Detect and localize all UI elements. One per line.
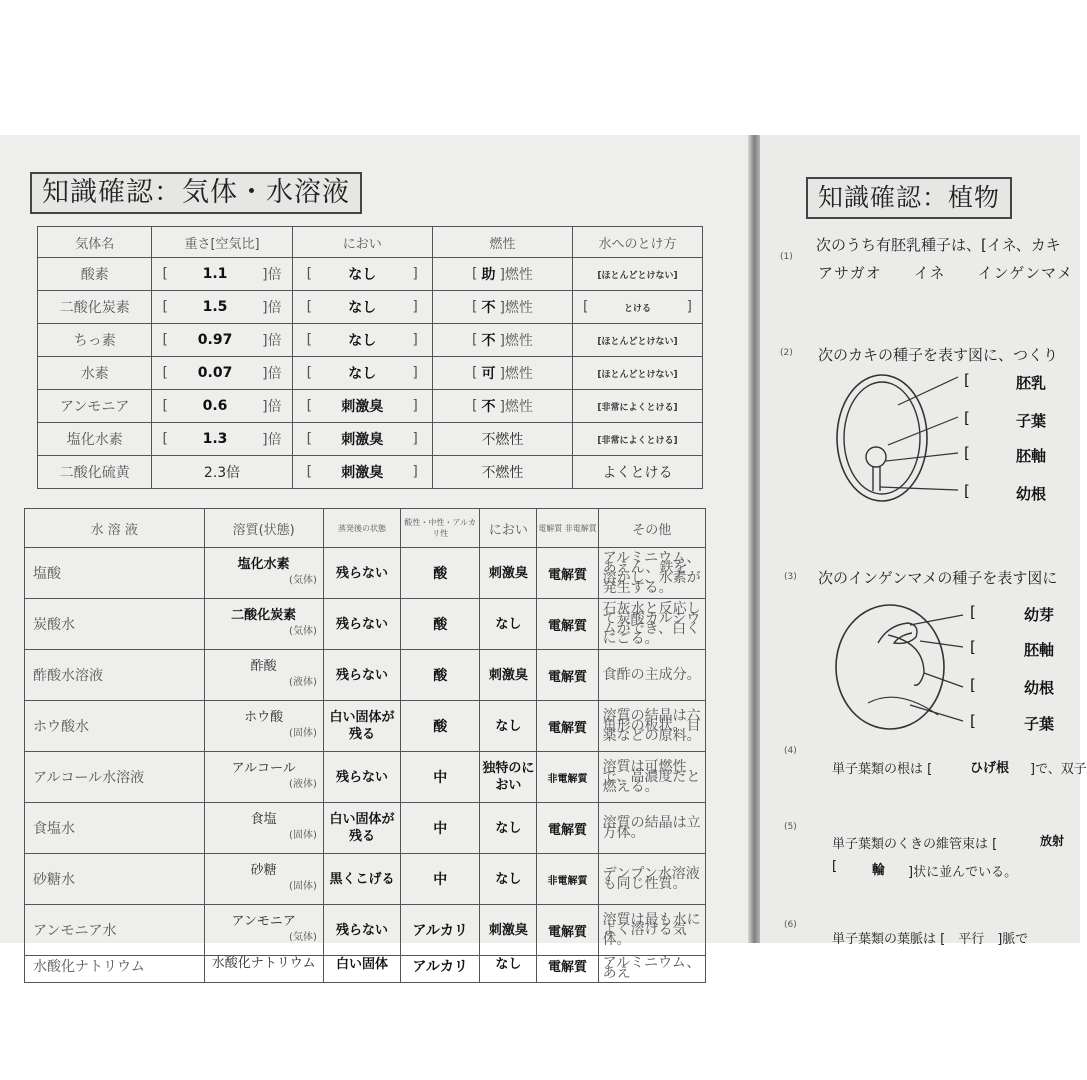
gas-name: 二酸化硫黄 [38,456,152,489]
gas-name: 塩化水素 [38,423,152,456]
electrolyte-type: 電解質 [537,956,598,983]
question-3-number: (3) [784,572,797,582]
gas-smell-cell: [ なし ] [292,291,432,324]
other-notes: 食酢の主成分。 [598,650,705,701]
gas-weight: 1.3 [202,431,228,447]
question-3-text: 次のインゲンマメの種子を表す図に [818,569,1058,587]
gas-burn-cell: [ 可 ]燃性 [432,357,572,390]
evaporation-result: 残らない [323,599,400,650]
gas-weight: 2.3倍 [203,465,241,481]
gas-table-row [38,258,703,291]
acidity-value: 中 [401,854,480,905]
solution-name: 食塩水 [25,803,205,854]
gas-table-header [38,227,703,258]
gas-table-row [38,456,703,489]
acidity-value: 酸 [401,548,480,599]
solution-name: 砂糖水 [25,854,205,905]
gas-weight: 1.1 [202,266,228,282]
question-1-options: アサガオ イネ インゲンマメ [818,264,1073,282]
evaporation-result: 残らない [323,548,400,599]
question-4-text-b: ]で、双子 [1030,762,1087,777]
solute-state: (液体) [289,677,317,688]
other-notes: 溶質の結晶は六角形の板状。目薬などの原料。 [598,701,705,752]
gas-weight-unit: ]倍 [262,300,282,316]
other-notes: 溶質は最も水によく溶ける気体。 [598,905,705,956]
header-acidity: 酸性・中性・アルカリ性 [401,509,480,548]
gas-weight-unit: ]倍 [262,267,282,283]
solute-state: (液体) [289,779,317,790]
solution-smell: 刺激臭 [480,650,537,701]
gas-weight: 1.5 [202,299,228,315]
solution-name: アルコール水溶液 [25,752,205,803]
bracket-2a: [ [964,371,970,389]
gas-weight-cell: [ 1.1 ]倍 [152,258,292,291]
evaporation-result: 残らない [323,650,400,701]
electrolyte-type: 電解質 [537,599,598,650]
acidity-value: 酸 [401,650,480,701]
gas-solubility-cell [573,456,703,489]
solute-name: アンモニア [231,914,296,929]
gas-burn-mark: 不 [481,399,496,415]
gas-weight-unit: ]倍 [262,399,282,415]
acidity-value: 酸 [401,599,480,650]
acidity-value: アルカリ [401,905,480,956]
gas-burn: 不燃性 [481,465,524,481]
gas-burn-mark: 助 [481,267,496,283]
evaporation-result: 白い固体が残る [323,701,400,752]
solute-name: ホウ酸 [244,710,284,725]
solute-name: 二酸化炭素 [231,608,297,623]
label-radicle-2: 幼根 [1024,679,1055,697]
solute-state: (気体) [289,626,317,637]
solution-name: アンモニア水 [25,905,205,956]
question-5-answer-2: 輪 [872,863,886,878]
gas-burn: ]燃性 [499,333,533,349]
gas-smell-cell: [ なし ] [292,357,432,390]
solution-name: 炭酸水 [25,599,205,650]
question-1-number: (1) [780,252,793,262]
question-4-text-a: 単子葉類の根は [ [832,762,933,777]
evaporation-result: 白い固体 [323,956,400,983]
gas-weight-cell: [ 1.5 ]倍 [152,291,292,324]
evaporation-result: 残らない [323,905,400,956]
solute-cell [204,548,323,599]
solution-table-row [25,701,706,752]
solution-smell: なし [480,956,537,983]
label-plumule: 幼芽 [1024,606,1055,624]
label-endosperm: 胚乳 [1016,374,1047,392]
bracket-2d: [ [964,482,970,500]
other-notes: 石灰水と反応して炭酸カルシウムができ、白くにごる。 [598,599,705,650]
gas-table-row [38,324,703,357]
solute-state: (気体) [289,575,317,586]
evaporation-result: 白い固体が残る [323,803,400,854]
gas-burn-mark: 不 [481,333,496,349]
gas-table-row [38,423,703,456]
gas-smell-cell: [ なし ] [292,258,432,291]
evaporation-result: 黒くこげる [323,854,400,905]
gas-smell: なし [348,333,377,349]
solution-table-header [25,509,706,548]
electrolyte-type: 電解質 [537,701,598,752]
gas-properties-table [37,226,703,489]
acidity-value: 中 [401,803,480,854]
gas-name: 二酸化炭素 [38,291,152,324]
gas-weight-cell: [ 0.6 ]倍 [152,390,292,423]
gas-smell-cell: [ 刺激臭 ] [292,390,432,423]
question-6-number: (6) [784,920,797,930]
gas-burn: ]燃性 [499,399,533,415]
solute-cell [204,752,323,803]
solute-state: (固体) [289,830,317,841]
gas-smell: なし [348,300,377,316]
solute-name: 食塩 [250,812,277,827]
electrolyte-type: 電解質 [537,803,598,854]
solution-smell: なし [480,803,537,854]
gas-weight-unit: ]倍 [262,333,282,349]
header-solution: 水 溶 液 [25,509,205,548]
gas-solubility: とける [624,303,652,314]
solute-cell [204,905,323,956]
gas-smell-cell: [ 刺激臭 ] [292,456,432,489]
bracket-2b: [ [964,409,970,427]
bracket-3c: [ [970,676,976,694]
label-hypocotyl-1: 胚軸 [1016,447,1047,465]
gas-solubility: よくとける [602,465,673,481]
solution-name: 塩酸 [25,548,205,599]
gas-table-row [38,291,703,324]
solute-cell [204,854,323,905]
solution-smell: 独特のにおい [480,752,537,803]
solute-cell [204,650,323,701]
gas-solubility: [非常によくとける] [597,436,678,446]
gas-burn-cell: [ 不 ]燃性 [432,291,572,324]
question-5-text-b: ]状に並んでいる。 [908,865,1018,880]
gas-burn: ]燃性 [499,300,533,316]
gas-name: 酸素 [38,258,152,291]
question-4-number: (4) [784,746,797,756]
solution-table-row [25,854,706,905]
question-6-text: 単子葉類の葉脈は [ 平行 ]脈で [832,932,1029,947]
solute-name: アルコール [231,761,296,776]
plant-title: 知識確認：植物 [806,177,1012,219]
header-sol-smell: におい [480,509,537,548]
gas-name: アンモニア [38,390,152,423]
gas-solubility-cell: [ とける ] [573,291,703,324]
gas-weight: 0.6 [202,398,228,414]
bracket-3a: [ [970,603,976,621]
solute-name: 酢酸 [250,659,277,674]
gas-smell: 刺激臭 [341,432,384,448]
gas-solution-title: 知識確認：気体・水溶液 [30,172,362,214]
solution-table-row [25,548,706,599]
gas-weight-unit: ]倍 [262,432,282,448]
header-flammability: 燃性 [432,227,572,258]
header-gas-name: 気体名 [38,227,152,258]
gas-burn-cell: [ 不 ]燃性 [432,324,572,357]
header-electrolyte: 電解質 非電解質 [537,509,598,548]
gas-burn-cell [432,423,572,456]
solute-cell [204,803,323,854]
header-solute: 溶質(状態) [204,509,323,548]
label-cotyledon-2: 子葉 [1024,715,1055,733]
gas-smell: 刺激臭 [341,465,384,481]
solution-table-row [25,803,706,854]
electrolyte-type: 電解質 [537,650,598,701]
gas-solubility-cell [573,357,703,390]
solution-table-row [25,956,706,983]
gas-smell: 刺激臭 [341,399,384,415]
electrolyte-type: 非電解質 [537,854,598,905]
header-evaporation: 蒸発後の状態 [323,509,400,548]
other-notes: デンプン水溶液も同じ性質。 [598,854,705,905]
gas-solubility: [ほとんどとけない] [597,370,678,380]
solute-name: 水酸化ナトリウム [211,956,316,971]
label-hypocotyl-2: 胚軸 [1024,641,1055,659]
question-5-number: (5) [784,822,797,832]
acidity-value: 中 [401,752,480,803]
gas-table-row [38,357,703,390]
gas-burn-mark: 可 [481,366,496,382]
gas-burn-cell [432,456,572,489]
header-other: その他 [598,509,705,548]
solute-name: 塩化水素 [237,557,290,572]
gas-weight-cell [152,456,292,489]
label-radicle-1: 幼根 [1016,485,1047,503]
gas-solubility-cell [573,258,703,291]
gas-burn-cell: [ 不 ]燃性 [432,390,572,423]
gas-smell: なし [348,366,377,382]
gas-solubility-cell [573,324,703,357]
solute-name: 砂糖 [250,863,277,878]
gas-weight-cell: [ 0.07 ]倍 [152,357,292,390]
solution-name: ホウ酸水 [25,701,205,752]
solution-smell: 刺激臭 [480,905,537,956]
solution-table-row [25,650,706,701]
solute-state: (気体) [289,932,317,943]
question-5-answer: 放射 [1040,834,1065,848]
solute-cell [204,701,323,752]
bracket-3d: [ [970,712,976,730]
solute-state: (固体) [289,728,317,739]
solution-smell: 刺激臭 [480,548,537,599]
gas-weight: 0.07 [197,365,233,381]
gas-weight-cell: [ 1.3 ]倍 [152,423,292,456]
evaporation-result: 残らない [323,752,400,803]
kidney-bean-seed-diagram [828,595,988,745]
gas-solubility: [ほとんどとけない] [597,271,678,281]
solution-name: 水酸化ナトリウム [25,956,205,983]
gas-table-row [38,390,703,423]
bracket-5: [ [832,859,838,874]
question-2-number: (2) [780,348,793,358]
bracket-3b: [ [970,638,976,656]
gas-name: 水素 [38,357,152,390]
gas-burn-mark: 不 [481,300,496,316]
question-1-text: 次のうち有胚乳種子は、[イネ、カキ [816,236,1061,254]
gas-weight-cell: [ 0.97 ]倍 [152,324,292,357]
solution-name: 酢酸水溶液 [25,650,205,701]
gas-solubility-cell [573,423,703,456]
electrolyte-type: 非電解質 [537,752,598,803]
solute-cell [204,599,323,650]
solute-state: (固体) [289,881,317,892]
right-page [760,135,1080,943]
gas-burn: ]燃性 [499,366,533,382]
electrolyte-type: 電解質 [537,905,598,956]
solution-table-row [25,599,706,650]
acidity-value: アルカリ [401,956,480,983]
solution-table-row [25,752,706,803]
solute-cell [204,956,323,983]
label-cotyledon-1: 子葉 [1016,412,1047,430]
other-notes: 溶質の結晶は立方体。 [598,803,705,854]
other-notes: アルミニウム、あえ [598,956,705,983]
bracket-2c: [ [964,444,970,462]
gas-burn: ]燃性 [499,267,533,283]
header-smell: におい [292,227,432,258]
gas-smell-cell: [ 刺激臭 ] [292,423,432,456]
solution-table-row [25,905,706,956]
gas-burn-cell: [ 助 ]燃性 [432,258,572,291]
gas-smell: なし [348,267,377,283]
gas-weight-unit: ]倍 [262,366,282,382]
gas-name: ちっ素 [38,324,152,357]
electrolyte-type: 電解質 [537,548,598,599]
gas-burn: 不燃性 [481,432,524,448]
solution-smell: なし [480,854,537,905]
question-4-answer: ひげ根 [970,761,1010,776]
solution-smell: なし [480,599,537,650]
gas-solubility: [非常によくとける] [597,403,678,413]
other-notes: 溶質は可燃性で、高濃度だと燃える。 [598,752,705,803]
other-notes: アルミニウム、あえん、鉄を溶かし、水素が発生する。 [598,548,705,599]
header-solubility: 水へのとけ方 [573,227,703,258]
solution-smell: なし [480,701,537,752]
question-2-text: 次のカキの種子を表す図に、つくり [818,346,1059,364]
gas-weight: 0.97 [197,332,233,348]
gas-smell-cell: [ なし ] [292,324,432,357]
header-weight: 重さ[空気比] [152,227,292,258]
acidity-value: 酸 [401,701,480,752]
gas-solubility: [ほとんどとけない] [597,337,678,347]
gas-solubility-cell [573,390,703,423]
question-5-text-a: 単子葉類のくきの維管束は [ [832,837,998,852]
solution-properties-table [24,508,706,983]
